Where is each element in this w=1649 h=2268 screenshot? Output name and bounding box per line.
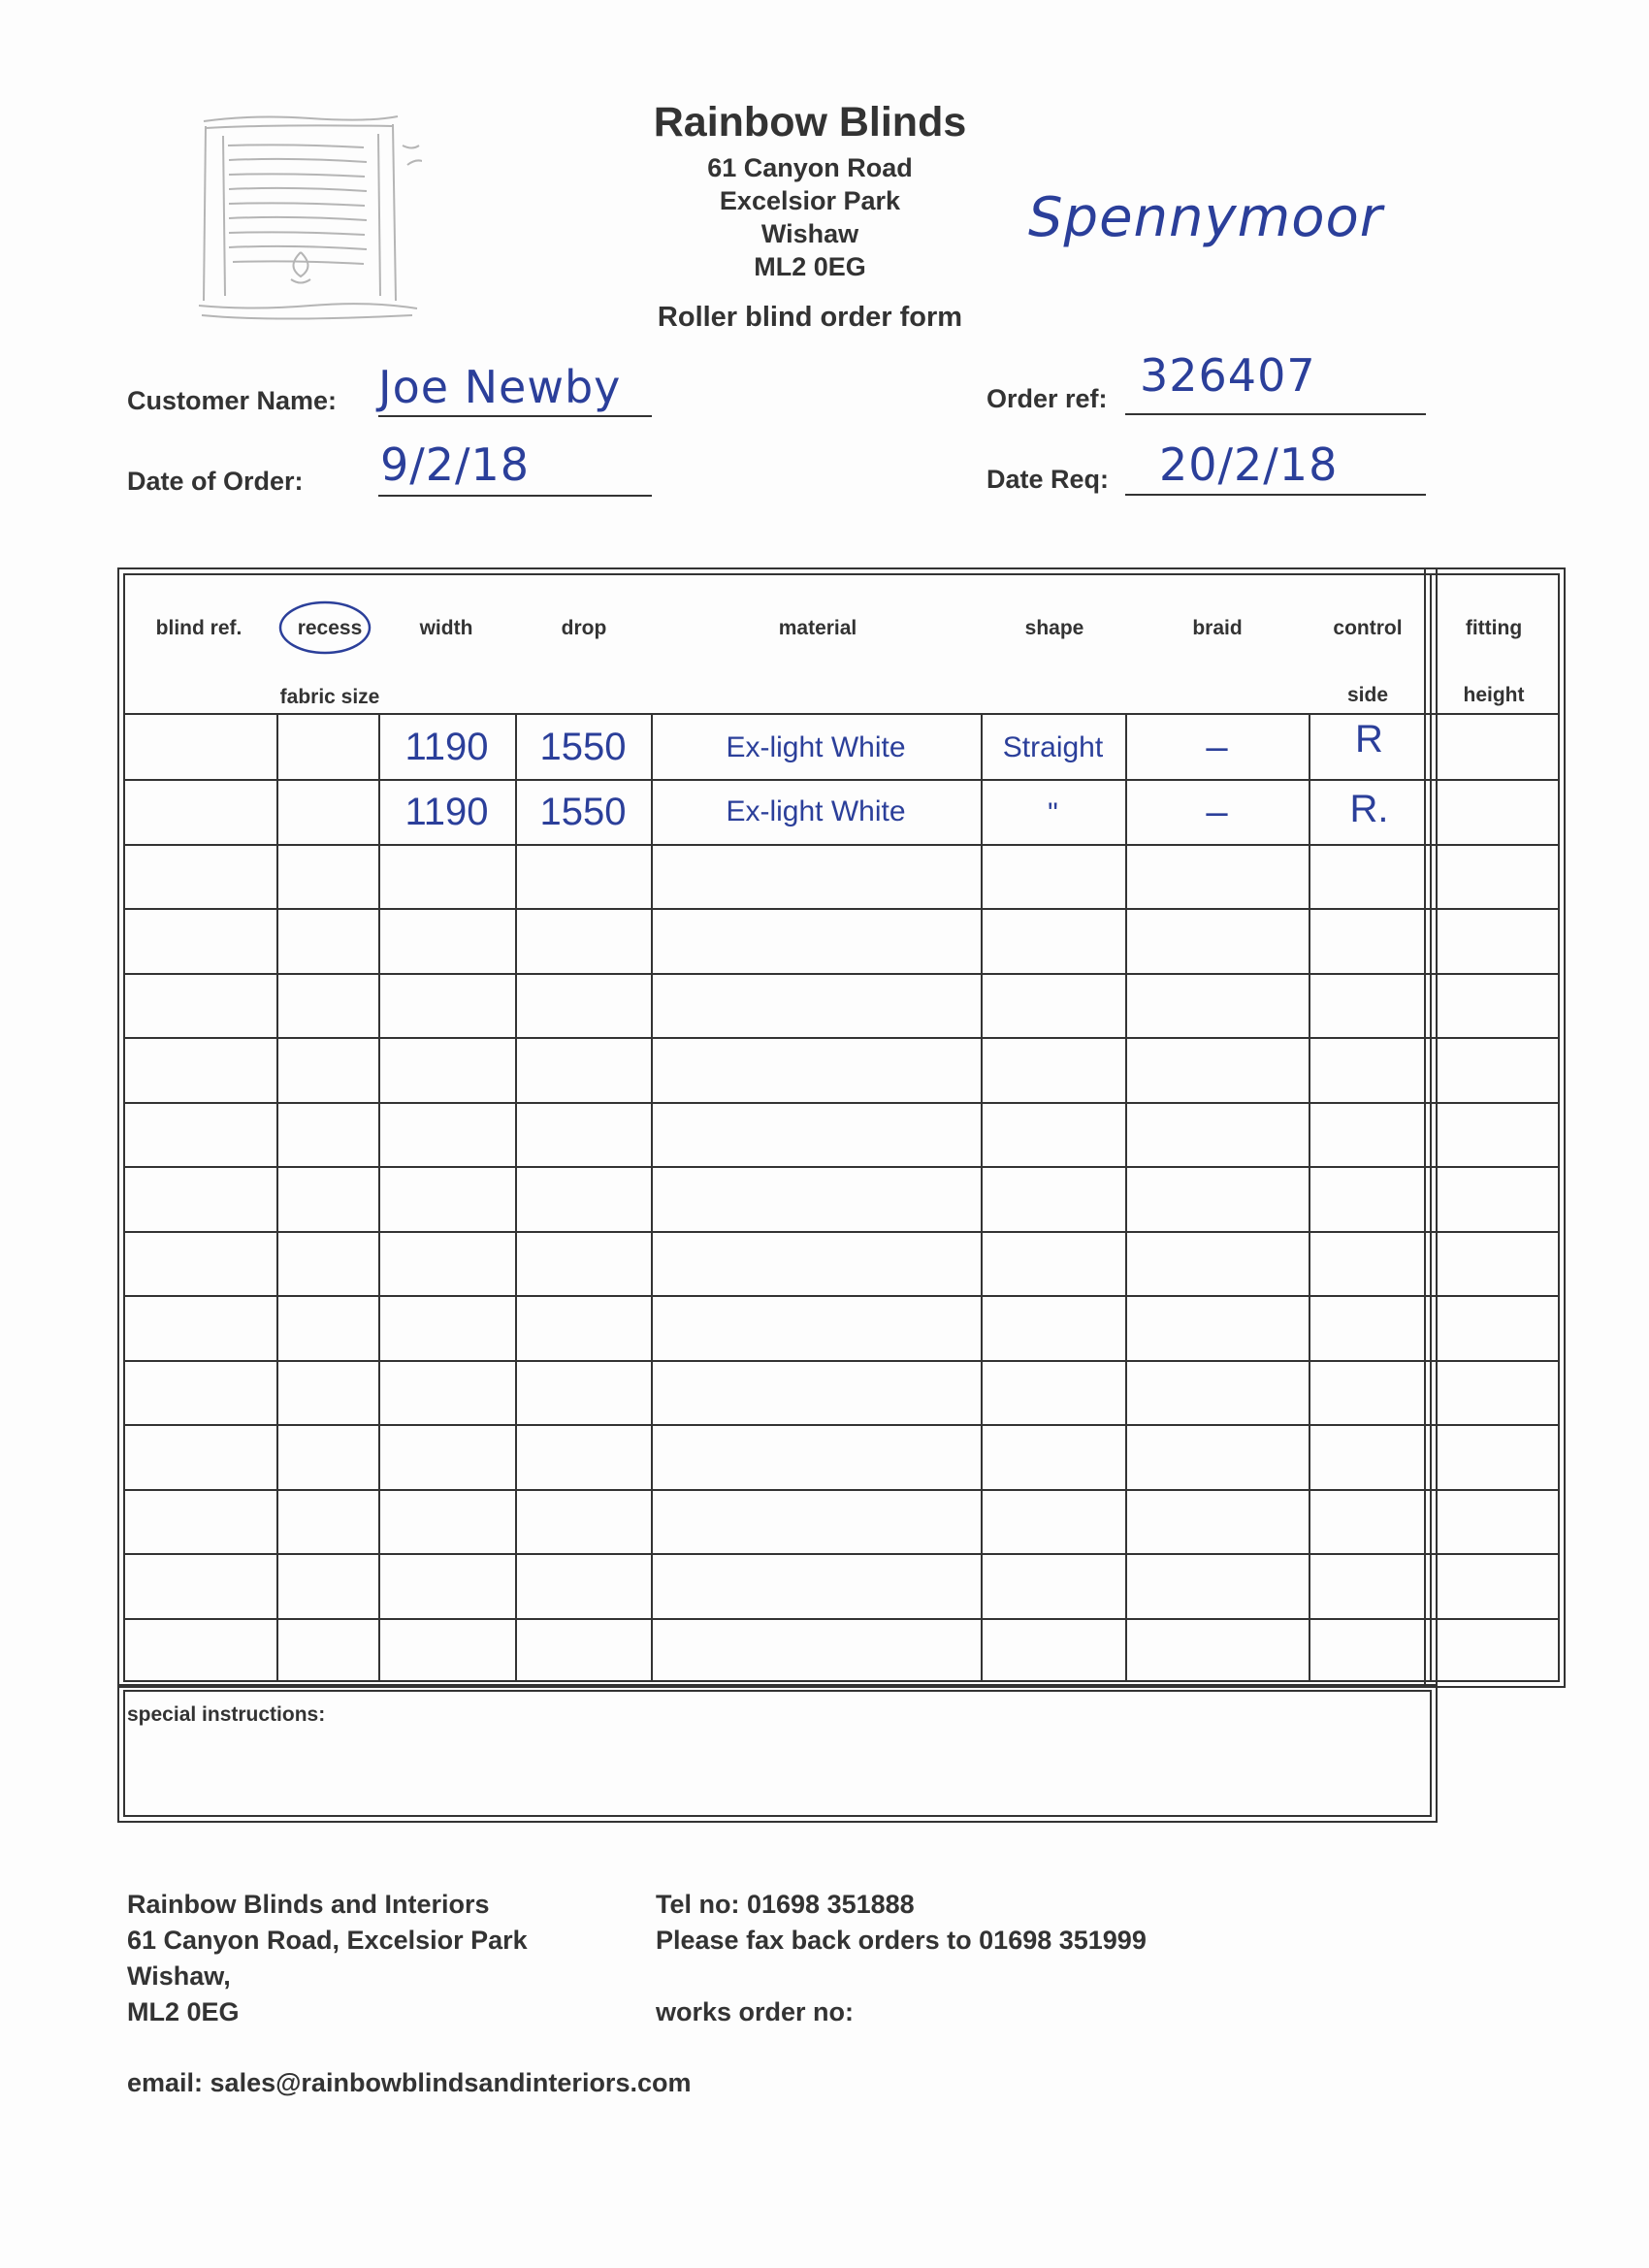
header-drop: drop [561,617,607,639]
header-width: width [419,617,473,639]
row-divider [123,973,1430,975]
works-order-label: works order no: [656,1997,855,2026]
row-divider [123,1037,1430,1039]
fitting-row-divider [1430,1618,1558,1620]
row1-material-cell[interactable]: Ex-light White [726,731,906,763]
handwritten-location: Spennymoor [1028,186,1383,249]
column-divider [378,715,380,1680]
fitting-row-divider [1430,1295,1558,1297]
row1-drop-cell[interactable]: 1550 [539,726,627,768]
header-control-side: side [1346,684,1389,706]
date-of-order-line [378,495,652,497]
row-divider [123,908,1430,910]
header-braid: braid [1192,617,1243,639]
blind-sketch-icon [194,107,422,330]
date-req-line [1125,494,1426,496]
address-line-4: ML2 0EG [754,252,866,281]
date-req-label: Date Req: [986,465,1110,494]
column-divider [981,715,983,1680]
date-of-order-field[interactable]: 9/2/18 [380,438,531,491]
footer-tel: Tel no: 01698 351888 [656,1890,915,1919]
column-divider [515,715,517,1680]
header-fitting: fitting [1465,617,1523,639]
row-divider [123,1102,1430,1104]
fitting-row-divider [1430,973,1558,975]
fitting-row-divider [1430,844,1558,846]
row-divider [123,1166,1430,1168]
fitting-row-divider [1430,1489,1558,1491]
fitting-row-divider [1430,1231,1558,1233]
header-fabric-size: fabric size [279,686,380,708]
header-material: material [778,617,857,639]
header-shape: shape [1024,617,1084,639]
row1-control-cell[interactable]: R [1355,718,1383,761]
form-title: Roller blind order form [657,302,963,333]
row-divider [123,1295,1430,1297]
row-divider [123,1360,1430,1362]
header-blind-ref: blind ref. [155,617,242,639]
fitting-row-divider [1430,1102,1558,1104]
address-line-3: Wishaw [760,219,859,248]
fitting-row-divider [1430,1037,1558,1039]
row1-braid-cell[interactable]: – [1206,726,1228,768]
company-title: Rainbow Blinds [653,99,967,146]
row2-control-cell[interactable]: R. [1349,788,1389,830]
footer-address-1: 61 Canyon Road, Excelsior Park [127,1926,528,1955]
header-divider [123,713,1430,715]
column-divider [1309,715,1310,1680]
column-divider [1125,715,1127,1680]
fitting-header-divider [1430,713,1558,715]
row1-width-cell[interactable]: 1190 [404,726,489,768]
order-ref-field[interactable]: 326407 [1140,349,1316,402]
row2-shape-cell[interactable]: " [1048,797,1058,829]
fitting-column [1430,573,1560,1682]
fitting-row-divider [1430,1553,1558,1555]
footer-address-3: ML2 0EG [127,1997,240,2026]
row-divider [123,1618,1430,1620]
row-divider [123,844,1430,846]
customer-name-field[interactable]: Joe Newby [378,361,622,413]
header-fitting-height: height [1463,684,1525,706]
row2-braid-cell[interactable]: – [1206,791,1228,833]
footer-company: Rainbow Blinds and Interiors [127,1890,490,1919]
row1-shape-cell[interactable]: Straight [1002,731,1104,763]
order-ref-line [1125,413,1426,415]
fitting-row-divider [1430,1360,1558,1362]
fitting-row-divider [1430,1424,1558,1426]
customer-name-line [378,415,652,417]
order-ref-label: Order ref: [986,384,1108,413]
recess-circle-mark [276,599,373,657]
row2-drop-cell[interactable]: 1550 [539,791,627,833]
fitting-row-divider [1430,779,1558,781]
special-instructions-label: special instructions: [127,1703,326,1726]
footer-email: email: sales@rainbowblindsandinteriors.com [127,2068,692,2097]
row-divider [123,1553,1430,1555]
column-divider [651,715,653,1680]
customer-name-label: Customer Name: [127,386,338,415]
fitting-row-divider [1430,1166,1558,1168]
row-divider [123,1489,1430,1491]
row-divider [123,779,1430,781]
row-divider [123,1231,1430,1233]
header-recess: recess [297,617,363,639]
address-line-2: Excelsior Park [719,186,901,215]
row2-material-cell[interactable]: Ex-light White [726,795,906,827]
date-req-field[interactable]: 20/2/18 [1159,438,1339,491]
header-control: control [1333,617,1403,639]
column-divider [276,715,278,1680]
row-divider [123,1424,1430,1426]
footer-fax: Please fax back orders to 01698 351999 [656,1926,1147,1955]
date-of-order-label: Date of Order: [127,467,304,496]
fitting-row-divider [1430,908,1558,910]
footer-address-2: Wishaw, [127,1961,231,1991]
address-line-1: 61 Canyon Road [707,153,913,182]
row2-width-cell[interactable]: 1190 [404,791,489,833]
